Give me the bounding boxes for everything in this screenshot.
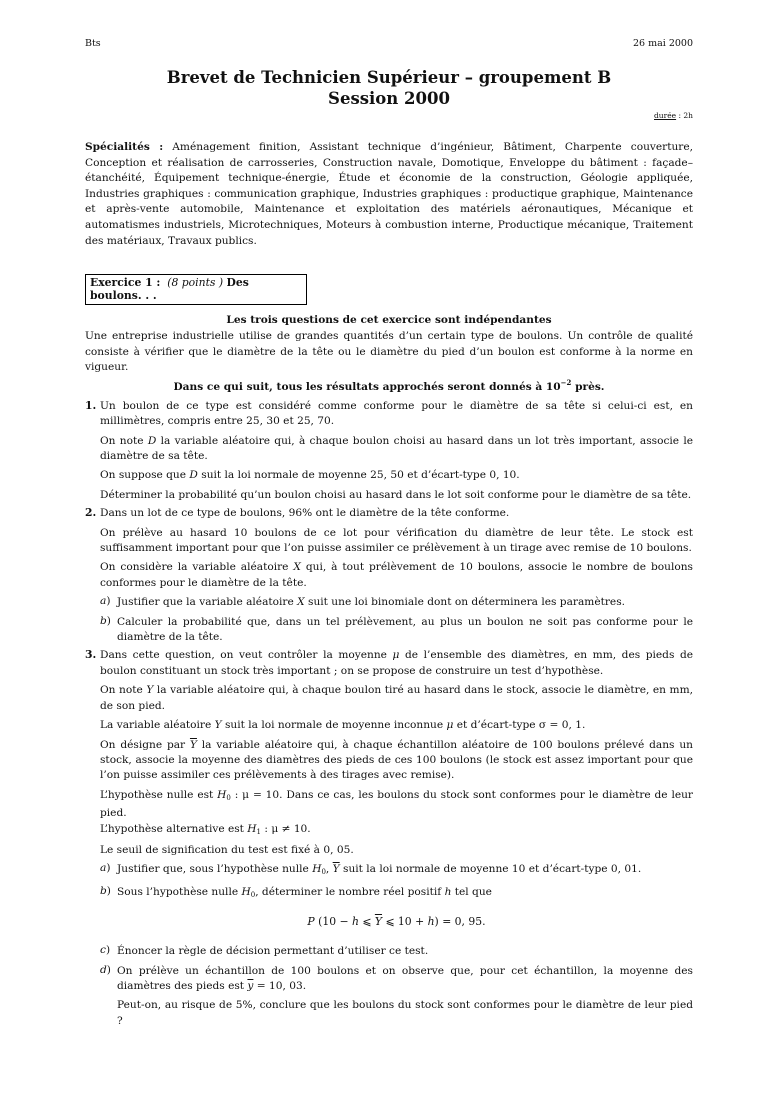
- question-3: [85, 648, 693, 1029]
- q3-p1-b: de l’ensemble des diamètres, en mm, des pieds de boulon constituant un stock très important ; on se propose de construire un test d’hypothèse.: [100, 649, 694, 677]
- formula-mid-1: (10 −: [314, 915, 352, 929]
- header-date: 26 mai 2000: [632, 38, 693, 49]
- q3-sub-c-label: c): [100, 944, 111, 957]
- question-1-body: [100, 399, 693, 503]
- q2-sub-b-label: b): [100, 614, 111, 627]
- exercise-heading: Les trois questions de cet exercice sont indépendantes: [226, 314, 552, 327]
- specialites-paragraph: [85, 140, 693, 249]
- q2-sub-a: [100, 595, 693, 610]
- q3-h1-sub: 1: [256, 827, 262, 836]
- q3-sub-b-label: b): [100, 884, 111, 897]
- q3-b-3: tel que: [451, 885, 492, 898]
- q3-sub-d-label: d): [100, 963, 111, 976]
- q3-var-y-2: Y: [214, 719, 222, 732]
- q3-ybar: $\overline{Y}$: [189, 738, 197, 751]
- q1-paragraph-4: Déterminer la probabilité qu’un boulon choisi au hasard dans le lot soit conforme pour le diamètre de sa tête.: [100, 488, 692, 501]
- q3-a-h0: H: [312, 863, 322, 876]
- q3-h0-sym: H: [217, 788, 227, 801]
- specialites-text: Aménagement finition, Assistant technique d’ingénieur, Bâtiment, Charpente couverture, Conception et réalisation de carrosseries, Construction navale, Domotique, Enveloppe du bâtiment : façade–étanchéité, Équipement technique-énergie, Étude et économie de la construction, Géologie appliquée, Industries graphiques : communication graphique, Industries graphiques : productique graphique, Maintenance et après-vente automobile, Maintenance et exploitation des matériels aéronautiques, Mécanique et automatismes industriels, Microtechniques, Moteurs à combustion interne, Productique mécanique, Traitement des matériaux, Travaux publics.: [85, 141, 694, 247]
- q3-var-y: Y: [146, 684, 154, 697]
- q3-h0-b: : μ = 10. Dans ce cas, les boulons du stock sont conformes pour le diamètre de leur pied.: [100, 788, 693, 820]
- q3-paragraph-1: [100, 648, 693, 679]
- q3-b-letter: b: [100, 884, 107, 897]
- question-3-number: 3.: [85, 648, 97, 662]
- q3-d-2: = 10, 03.: [253, 979, 307, 992]
- q1-paragraph-1: Un boulon de ce type est considéré comme conforme pour le diamètre de sa tête si celui-ci est, en millimètres, compris entre 25, 30 et 25, 70.: [100, 399, 693, 428]
- exercise-intro: Une entreprise industrielle utilise de grandes quantités d’un certain type de boulons. Un contrôle de qualité consiste à vérifier que le diamètre de la tête ou le diamètre du pied d’un boulon est conforme à la norme en vigueur.: [85, 330, 693, 373]
- q3-c-letter: c: [100, 944, 106, 957]
- formula-end: ) = 0, 95.: [434, 915, 486, 929]
- q3-p3-b: suit la loi normale de moyenne inconnue: [221, 719, 447, 732]
- q2-paragraph-3: [100, 560, 693, 591]
- q3-a-3: suit la loi normale de moyenne 10 et d’écart-type 0, 01.: [339, 863, 642, 876]
- q1-p2-b: la variable aléatoire qui, à chaque boulon choisi au hasard dans un lot très important, associe le diamètre de sa tête.: [100, 434, 693, 462]
- q3-p2-b: la variable aléatoire qui, à chaque boulon tiré au hasard dans le stock, associe le diamètre, en mm, de son pied.: [100, 684, 693, 712]
- duration-label: durée: [654, 111, 677, 120]
- q3-h0: [100, 788, 693, 822]
- exercise-name: Des boulons. . .: [90, 276, 249, 303]
- q2-var-x: X: [293, 561, 301, 574]
- document-page: [85, 38, 693, 1029]
- q3-sub-b-text: [117, 885, 693, 903]
- q3-a-1: Justifier que, sous l’hypothèse nulle: [117, 863, 313, 876]
- question-2-body: [100, 506, 693, 645]
- question-3-body: [100, 648, 693, 1029]
- page-header: [85, 38, 693, 49]
- title-line-1: Brevet de Technicien Supérieur – groupement B: [166, 68, 612, 87]
- q2-a-letter: a: [100, 595, 107, 608]
- q2-a-var: X: [297, 596, 305, 609]
- exercise-points: (8 points ): [167, 276, 224, 290]
- approx-exponent: −2: [560, 378, 572, 388]
- q3-sub-d-body: [117, 964, 693, 1030]
- q2-a-2: suit une loi binomiale dont on déterminera les paramètres.: [304, 596, 625, 609]
- question-1-number: 1.: [85, 398, 97, 412]
- q3-a-2: ,: [325, 863, 333, 876]
- q1-p3-a: On suppose que: [100, 469, 190, 482]
- formula-mid-3: ⩽ 10 +: [382, 915, 428, 929]
- approx-text: Dans ce qui suit, tous les résultats approchés seront donnés à 10: [173, 381, 561, 394]
- q3-b-2: , déterminer le nombre réel positif: [255, 885, 445, 898]
- q3-p4-a: On désigne par: [100, 738, 190, 751]
- q3-sub-d-question: Peut-on, au risque de 5%, conclure que les boulons du stock sont conformes pour le diamètre de leur pied ?: [117, 999, 693, 1027]
- q3-paragraph-2: [100, 683, 693, 714]
- specialites-label: Spécialités :: [85, 141, 164, 153]
- q3-h1-a: L’hypothèse alternative est: [100, 822, 248, 835]
- title-line-2: Session 2000: [328, 89, 450, 108]
- formula-ybar: $\overline{Y}$: [374, 915, 383, 929]
- formula-h-1: h: [351, 915, 359, 929]
- exercise-box: [85, 274, 307, 305]
- q3-p3-c: et d’écart-type σ = 0, 1.: [453, 719, 586, 732]
- q3-d-1: On prélève un échantillon de 100 boulons et on observe que, pour cet échantillon, la moyenne des diamètres des pieds est: [117, 964, 693, 992]
- exercise-label: Exercice 1 :: [90, 276, 161, 290]
- duration-value: : 2h: [676, 111, 693, 120]
- q3-b-1: Sous l’hypothèse nulle: [117, 885, 242, 898]
- q2-paragraph-1: Dans un lot de ce type de boulons, 96% ont le diamètre de la tête conforme.: [100, 507, 510, 520]
- q3-h1-sym: H: [247, 822, 257, 835]
- q1-p3-b: suit la loi normale de moyenne 25, 50 et d’écart-type 0, 10.: [197, 469, 520, 482]
- q1-p2-a: On note: [100, 434, 148, 447]
- probability-formula: [100, 915, 693, 928]
- q3-b-h0: H: [241, 885, 251, 898]
- q3-h0-sub: 0: [226, 793, 231, 802]
- q3-p2-a: On note: [100, 684, 147, 697]
- q3-b-h0-sub: 0: [250, 890, 256, 899]
- q3-sub-d: [100, 964, 693, 1030]
- q3-a-ybar: $\overline{Y}$: [332, 863, 340, 876]
- q3-p4-b: la variable aléatoire qui, à chaque échantillon aléatoire de 100 boulons prélevé dans un stock, associe la moyenne des diamètres des pieds de ces 100 boulons (le stock est assez important pour que l’on puisse assimiler ces prélèvements à des tirages avec remise).: [100, 738, 693, 782]
- formula-p: P: [307, 915, 315, 929]
- q1-var-d-2: D: [189, 469, 198, 482]
- formula-h-2: h: [427, 915, 435, 929]
- formula-mid-2: ⩽: [358, 915, 375, 929]
- q3-a-h0-sub: 0: [321, 868, 326, 877]
- header-left: Bts: [85, 38, 101, 49]
- q3-h0-a: L’hypothèse nulle est: [100, 788, 218, 801]
- q3-sub-a-text: [117, 862, 693, 880]
- q3-a-letter: a: [100, 862, 107, 875]
- q3-sub-c: [100, 944, 693, 959]
- q3-d-letter: d: [100, 963, 107, 976]
- q3-h1: [100, 822, 693, 840]
- q2-paragraph-2: On prélève au hasard 10 boulons de ce lot pour vérification du diamètre de leur tête. Le stock est suffisamment important pour que l’on puisse assimiler ce prélèvement à un tirage avec remise de 10 boulons.: [100, 526, 693, 555]
- q3-p1-a: Dans cette question, on veut contrôler la moyenne: [100, 649, 393, 662]
- q2-a-1: Justifier que la variable aléatoire: [117, 596, 298, 609]
- q3-d-ybar: $\overline{y}$: [247, 979, 254, 992]
- q3-sub-c-text: Énoncer la règle de décision permettant d’utiliser ce test.: [117, 945, 429, 958]
- q1-paragraph-3: [100, 468, 693, 483]
- approx-end: près.: [571, 381, 605, 394]
- question-2: [85, 506, 693, 645]
- q2-sub-a-text: [117, 595, 693, 610]
- q3-paragraph-3: [100, 718, 693, 733]
- q3-seuil: Le seuil de signification du test est fixé à 0, 05.: [100, 843, 354, 856]
- approx-instruction: [85, 375, 693, 395]
- q2-sub-b-text: Calculer la probabilité que, dans un tel prélèvement, au plus un boulon ne soit pas conforme pour le diamètre de la tête.: [117, 615, 693, 644]
- q3-sub-d-text: [117, 964, 693, 995]
- q3-mu: μ: [392, 649, 400, 662]
- q2-p3-a: On considère la variable aléatoire: [100, 561, 294, 574]
- q3-p3-a: La variable aléatoire: [100, 719, 215, 732]
- q3-sub-a: [100, 862, 693, 880]
- q1-var-d: D: [147, 434, 157, 447]
- question-1: [85, 399, 693, 503]
- q3-sub-a-label: a): [100, 862, 111, 875]
- q2-p3-b: qui, à tout prélèvement de 10 boulons, associe le nombre de boulons conformes pour le diamètre de la tête.: [100, 561, 693, 589]
- q3-h1-b: : μ ≠ 10.: [261, 822, 311, 835]
- q3-mu-2: μ: [446, 719, 454, 732]
- duration: [85, 111, 693, 120]
- q3-sub-b: [100, 885, 693, 903]
- q3-b-var-h: h: [444, 885, 452, 898]
- q2-sub-b: [100, 615, 693, 646]
- q2-sub-a-label: a): [100, 595, 111, 608]
- q2-b-letter: b: [100, 614, 107, 627]
- q1-paragraph-2: [100, 434, 693, 465]
- q3-paragraph-4: [100, 738, 693, 784]
- question-2-number: 2.: [85, 506, 97, 520]
- document-title: [85, 67, 693, 109]
